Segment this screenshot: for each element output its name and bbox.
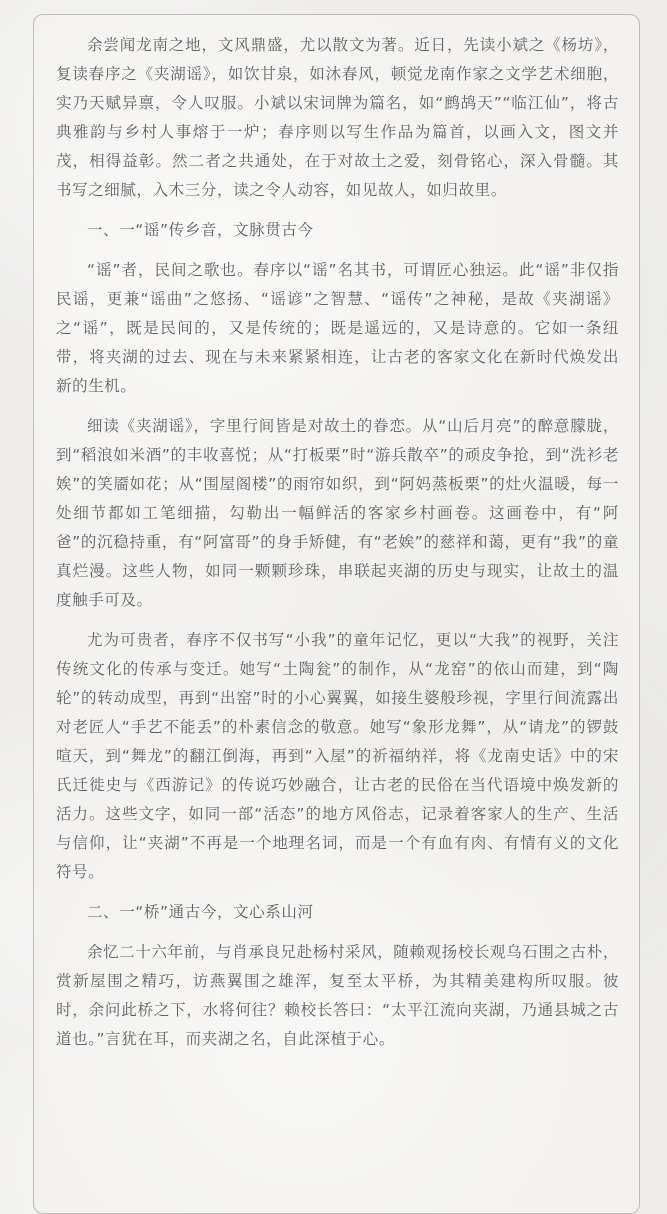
paragraph: 余尝闻龙南之地，文风鼎盛，尤以散文为著。近日，先读小斌之《杨坊》，复读春序之《夹湖谣》，如饮甘泉，如沐春风，顿觉龙南作家之文学艺术细胞，实乃天赋异禀，令人叹服。小斌以宋词牌为篇名，如“鹧鸪天”“临江仙”，将古典雅韵与乡村人事熔于一炉；春序则以写生作品为篇首，以画入文，图文并茂，相得益彰。然二者之共通处，在于对故土之爱，刻骨铭心，深入骨髓。其书写之细腻，入木三分，读之令人动容，如见故人，如归故里。 [56, 36, 619, 199]
section-heading: 二、一“桥”通古今，文心系山河 [87, 903, 314, 921]
paragraph: “谣”者，民间之歌也。春序以“谣”名其书，可谓匠心独运。此“谣”非仅指民谣，更兼“谣曲”之悠扬、“谣谚”之智慧、“谣传”之神秘，是故《夹湖谣》之“谣”，既是民间的，又是传统的；既是遥远的，又是诗意的。它如一条纽带，将夹湖的过去、现在与未来紧紧相连，让古老的客家文化在新时代焕发出新的生机。 [56, 261, 619, 395]
paragraph: 尤为可贵者，春序不仅书写“小我”的童年记忆，更以“大我”的视野，关注传统文化的传承与变迁。她写“土陶瓮”的制作，从“龙窑”的依山而建，到“陶轮”的转动成型，再到“出窑”时的小心翼翼，如接生婆般珍视，字里行间流露出对老匠人“手艺不能丢”的朴素信念的敬意。她写“象形龙舞”，从“请龙”的锣鼓喧天，到“舞龙”的翻江倒海，再到“入屋”的祈福纳祥，将《龙南史话》中的宋氏迁徙史与《西游记》的传说巧妙融合，让古老的民俗在当代语境中焕发新的活力。这些文字，如同一部“活态”的地方风俗志，记录着客家人的生产、生活与信仰，让“夹湖”不再是一个地理名词，而是一个有血有肉、有情有义的文化符号。 [56, 631, 619, 881]
article-card [33, 14, 640, 1214]
paragraph: 细读《夹湖谣》，字里行间皆是对故土的眷恋。从“山后月亮”的醉意朦胧，到“稻浪如米酒”的丰收喜悦；从“打板栗”时“游兵散卒”的顽皮争抢，到“洗衫老娭”的笑靥如花；从“围屋阁楼”的雨帘如织，到“阿妈蒸板栗”的灶火温暖，每一处细节都如工笔细描，勾勒出一幅鲜活的客家乡村画卷。这画卷中，有“阿爸”的沉稳持重，有“阿富哥”的身手矫健，有“老娭”的慈祥和蔼，更有“我”的童真烂漫。这些人物，如同一颗颗珍珠，串联起夹湖的历史与现实，让故土的温度触手可及。 [56, 417, 619, 609]
section-heading: 一、一“谣”传乡音，文脉贯古今 [87, 221, 314, 239]
paragraph: 余忆二十六年前，与肖承良兄赴杨村采风，随赖观扬校长观乌石围之古朴，赏新屋围之精巧，访燕翼围之雄浑，复至太平桥，为其精美建构所叹服。彼时，余问此桥之下，水将何往？赖校长答曰：“太平江流向夹湖，乃通县城之古道也。”言犹在耳，而夹湖之名，自此深植于心。 [56, 943, 619, 1048]
article-body [56, 31, 619, 1054]
